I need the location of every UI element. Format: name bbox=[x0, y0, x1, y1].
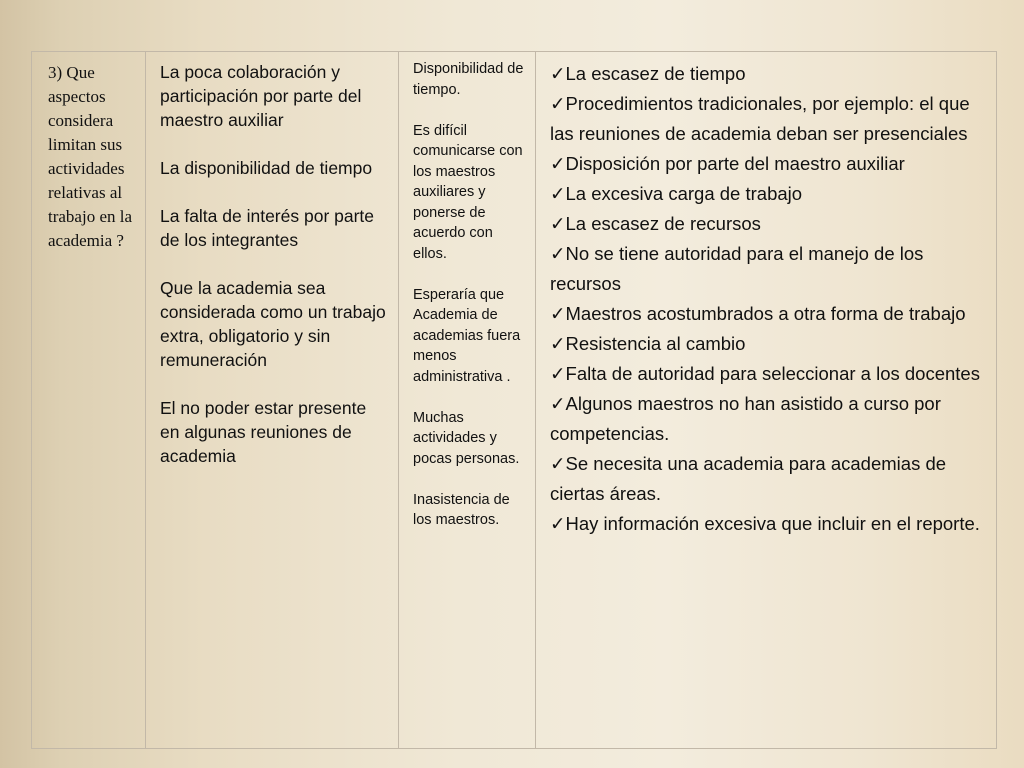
aspect-item: La poca colaboración y participación por parte del maestro auxiliar bbox=[160, 62, 362, 130]
note-item: Disponibilidad de tiempo. bbox=[413, 61, 524, 98]
note-item: Muchas actividades y pocas personas. bbox=[413, 409, 520, 467]
notes-list bbox=[399, 52, 535, 531]
aspect-item: El no poder estar presente en algunas reuniones de academia bbox=[160, 398, 367, 466]
checklist-item bbox=[550, 209, 982, 239]
checkmark-icon: ✓ bbox=[550, 303, 566, 324]
checkmark-icon: ✓ bbox=[550, 153, 566, 174]
checkmark-icon: ✓ bbox=[550, 243, 566, 264]
checklist-item bbox=[550, 239, 982, 299]
checkmark-icon: ✓ bbox=[550, 333, 566, 354]
question-text: 3) Que aspectos considera limitan sus actividades relativas al trabajo en la academia ? bbox=[48, 63, 133, 250]
checkmark-icon: ✓ bbox=[550, 453, 566, 474]
note-item: Inasistencia de los maestros. bbox=[413, 491, 510, 528]
checklist bbox=[536, 52, 996, 539]
checklist-item-text: Procedimientos tradicionales, por ejemplo: el que las reuniones de academia deban ser presenciales bbox=[550, 93, 970, 144]
checklist-item bbox=[550, 179, 982, 209]
checkmark-icon: ✓ bbox=[550, 513, 566, 534]
aspect-item: La falta de interés por parte de los integrantes bbox=[160, 206, 375, 250]
checklist-item bbox=[550, 89, 982, 149]
checklist-item bbox=[550, 59, 982, 89]
aspects-list bbox=[146, 52, 398, 468]
checklist-item-text: No se tiene autoridad para el manejo de los recursos bbox=[550, 243, 924, 294]
checkmark-icon: ✓ bbox=[550, 63, 566, 84]
checkmark-icon: ✓ bbox=[550, 93, 566, 114]
checkmark-icon: ✓ bbox=[550, 183, 566, 204]
checkmark-icon: ✓ bbox=[550, 213, 566, 234]
checklist-item bbox=[550, 329, 982, 359]
notes-cell bbox=[399, 52, 536, 749]
checklist-item bbox=[550, 149, 982, 179]
note-item: Es difícil comunicarse con los maestros auxiliares y ponerse de acuerdo con ellos. bbox=[413, 122, 523, 262]
checklist-item-text: Hay información excesiva que incluir en el reporte. bbox=[565, 513, 980, 534]
table-row bbox=[32, 52, 997, 749]
checklist-item-text: Disposición por parte del maestro auxiliar bbox=[565, 153, 905, 174]
checklist-item bbox=[550, 509, 982, 539]
checklist-cell bbox=[536, 52, 997, 749]
checklist-item-text: La escasez de tiempo bbox=[565, 63, 746, 84]
checklist-item-text: La escasez de recursos bbox=[565, 213, 761, 234]
checklist-item-text: Resistencia al cambio bbox=[565, 333, 746, 354]
checklist-item-text: Maestros acostumbrados a otra forma de trabajo bbox=[565, 303, 966, 324]
checklist-item-text: La excesiva carga de trabajo bbox=[565, 183, 803, 204]
checklist-item-text: Falta de autoridad para seleccionar a los docentes bbox=[565, 363, 980, 384]
aspect-item: La disponibilidad de tiempo bbox=[160, 158, 373, 178]
checklist-item-text: Algunos maestros no han asistido a curso por competencias. bbox=[550, 393, 941, 444]
checkmark-icon: ✓ bbox=[550, 363, 566, 384]
note-item: Esperaría que Academia de academias fuera menos administrativa . bbox=[413, 286, 521, 385]
checkmark-icon: ✓ bbox=[550, 393, 566, 414]
checklist-item bbox=[550, 299, 982, 329]
checklist-item bbox=[550, 359, 982, 389]
question-cell bbox=[32, 52, 146, 749]
checklist-item bbox=[550, 449, 982, 509]
checklist-item-text: Se necesita una academia para academias de ciertas áreas. bbox=[550, 453, 947, 504]
aspects-cell bbox=[146, 52, 399, 749]
survey-table bbox=[31, 51, 997, 749]
checklist-item bbox=[550, 389, 982, 449]
aspect-item: Que la academia sea considerada como un trabajo extra, obligatorio y sin remuneración bbox=[160, 278, 386, 370]
